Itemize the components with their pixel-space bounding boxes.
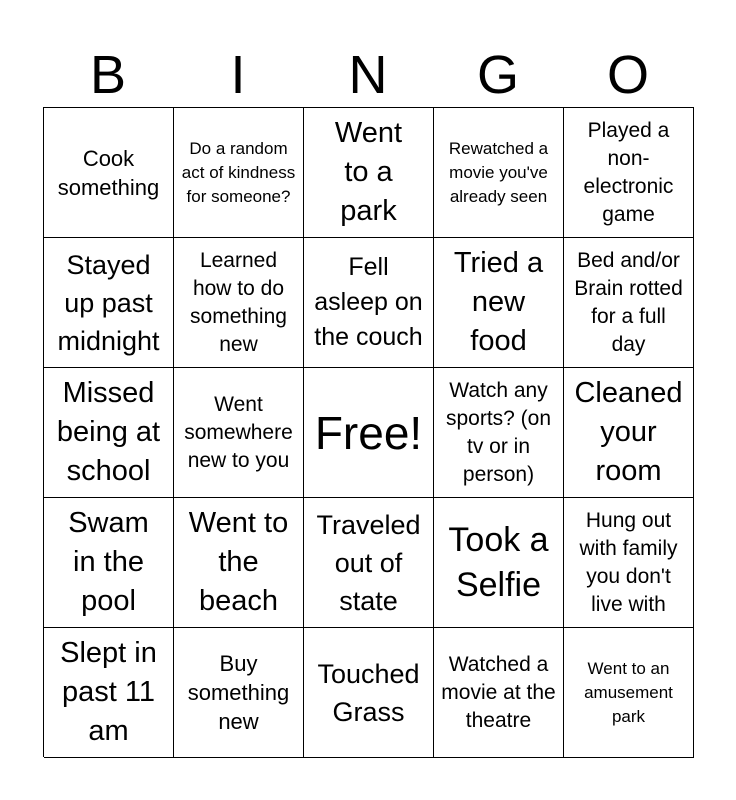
bingo-cell-r3-c1[interactable] — [44, 368, 174, 498]
bingo-cell-r4-c5[interactable] — [564, 498, 694, 628]
bingo-cell-r2-c3[interactable] — [304, 238, 434, 368]
header-letter-b: B — [89, 45, 127, 105]
cell-text: Missed being at school — [56, 377, 161, 487]
bingo-cell-r4-c2[interactable] — [174, 498, 304, 628]
bingo-cell-r1-c2[interactable] — [174, 108, 304, 238]
bingo-cell-r1-c1[interactable] — [44, 108, 174, 238]
bingo-cell-r5-c4[interactable] — [434, 628, 564, 758]
cell-text: Touched Grass — [317, 658, 420, 727]
bingo-cell-r5-c2[interactable] — [174, 628, 304, 758]
cell-text: Went to a park — [334, 117, 403, 227]
cell-text: Free! — [314, 406, 423, 459]
bingo-cell-r1-c4[interactable] — [434, 108, 564, 238]
cell-text: Rewatched a movie you've already seen — [448, 138, 549, 206]
header-letter-g: G — [476, 45, 519, 105]
bingo-cell-r2-c4[interactable] — [434, 238, 564, 368]
cell-text: Took a Selfie — [448, 520, 549, 604]
bingo-cell-r3-c3[interactable] — [304, 368, 434, 498]
bingo-cell-r3-c5[interactable] — [564, 368, 694, 498]
cell-text: Learned how to do something new — [190, 248, 287, 356]
cell-text: Went somewhere new to you — [184, 392, 293, 472]
bingo-header — [43, 42, 693, 108]
header-letter-i: I — [230, 45, 246, 105]
bingo-cell-r2-c5[interactable] — [564, 238, 694, 368]
bingo-board — [43, 107, 694, 757]
bingo-cell-r5-c5[interactable] — [564, 628, 694, 758]
cell-text: Tried a new food — [453, 247, 544, 357]
cell-text: Watch any sports? (on tv or in person) — [445, 378, 552, 486]
bingo-cell-r4-c1[interactable] — [44, 498, 174, 628]
bingo-cell-r4-c3[interactable] — [304, 498, 434, 628]
bingo-cell-r4-c4[interactable] — [434, 498, 564, 628]
cell-text: Fell asleep on the couch — [314, 253, 423, 351]
header-letter-n: N — [348, 45, 388, 105]
cell-text: Hung out with family you don't live with — [579, 508, 678, 616]
cell-text: Cleaned your room — [574, 377, 683, 487]
bingo-cell-r2-c1[interactable] — [44, 238, 174, 368]
bingo-cell-r1-c5[interactable] — [564, 108, 694, 238]
cell-text: Played a non-electronic game — [583, 118, 674, 226]
cell-text: Buy something new — [187, 651, 290, 734]
bingo-cell-r2-c2[interactable] — [174, 238, 304, 368]
cell-text: Slept in past 11 am — [60, 637, 157, 747]
cell-text: Traveled out of state — [316, 509, 421, 616]
cell-text: Do a random act of kindness for someone? — [181, 138, 296, 206]
cell-text: Bed and/or Brain rotted for a full day — [574, 248, 683, 356]
cell-text: Cook something — [57, 145, 160, 200]
bingo-cell-r1-c3[interactable] — [304, 108, 434, 238]
cell-text: Stayed up past midnight — [57, 249, 160, 356]
bingo-cell-r5-c3[interactable] — [304, 628, 434, 758]
bingo-cell-r5-c1[interactable] — [44, 628, 174, 758]
cell-text: Went to an amusement park — [584, 658, 673, 726]
cell-text: Went to the beach — [188, 507, 289, 617]
bingo-cell-r3-c4[interactable] — [434, 368, 564, 498]
header-letter-o: O — [606, 45, 649, 105]
cell-text: Watched a movie at the theatre — [441, 652, 556, 732]
bingo-cell-r3-c2[interactable] — [174, 368, 304, 498]
cell-text: Swam in the pool — [68, 507, 149, 617]
